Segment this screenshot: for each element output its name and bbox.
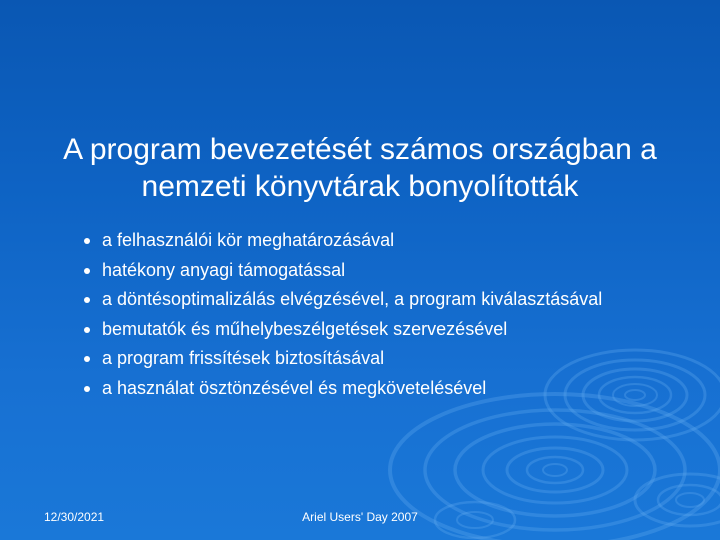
bullet-item xyxy=(82,256,602,286)
bullet-text: a program frissítések biztosításával xyxy=(102,348,385,368)
bullet-item xyxy=(82,315,602,345)
bullet-text: hatékony anyagi támogatással xyxy=(102,259,346,280)
bullet-dot-icon xyxy=(84,297,90,303)
slide-title xyxy=(20,131,700,205)
bullet-text: a felhasználói kör meghatározásával xyxy=(102,230,395,250)
title-line-2: nemzeti könyvtárak bonyolították xyxy=(141,170,579,203)
bullet-dot-icon xyxy=(84,268,90,274)
bullet-list xyxy=(82,226,602,403)
bullet-dot-icon xyxy=(84,238,90,244)
bullet-dot-icon xyxy=(84,356,90,362)
footer-date: 12/30/2021 xyxy=(44,510,105,524)
bullet-text: a használat ösztönzésével és megkövetelésével xyxy=(102,377,487,398)
bullet-dot-icon xyxy=(84,386,90,392)
footer-text: Ariel Users' Day 2007 xyxy=(302,510,418,524)
bullet-item xyxy=(82,344,602,374)
title-line-1: A program bevezetését számos országban a xyxy=(63,133,657,166)
bullet-item xyxy=(82,374,602,404)
bullet-item xyxy=(82,285,602,315)
bullet-text: bemutatók és műhelybeszélgetések szervezésével xyxy=(102,318,508,339)
bullet-item xyxy=(82,226,602,256)
bullet-dot-icon xyxy=(84,327,90,333)
bullet-text: a döntésoptimalizálás elvégzésével, a program kiválasztásával xyxy=(102,289,603,309)
